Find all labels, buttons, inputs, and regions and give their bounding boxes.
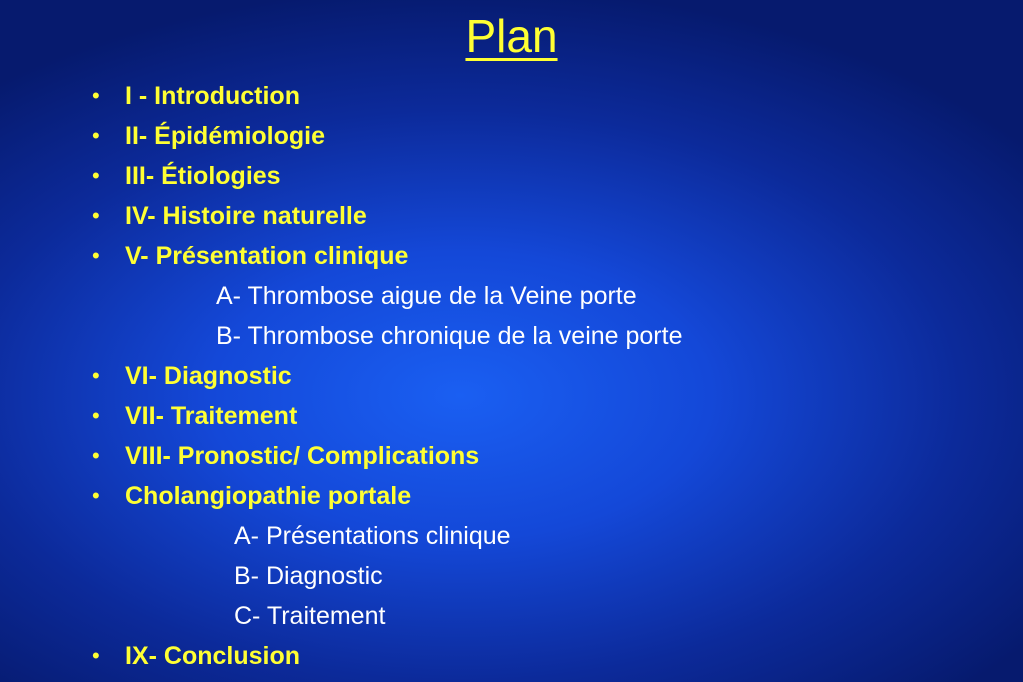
- bullet-icon: •: [92, 83, 100, 108]
- bullet-icon: •: [92, 243, 100, 268]
- outline-item-label: Cholangiopathie portale: [125, 482, 412, 510]
- outline-item-label: III- Étiologies: [125, 162, 281, 190]
- outline-subitem-label: A- Thrombose aigue de la Veine porte: [216, 282, 637, 310]
- outline-item-label: IV- Histoire naturelle: [125, 202, 367, 230]
- slide-title: Plan: [465, 10, 558, 62]
- bullet-icon: •: [92, 403, 100, 428]
- outline-subitem-label: A- Présentations clinique: [234, 522, 511, 550]
- bullet-icon: •: [92, 443, 100, 468]
- outline-subitem-label: B- Thrombose chronique de la veine porte: [216, 322, 683, 350]
- bullet-icon: •: [92, 123, 100, 148]
- outline-subitem-label: B- Diagnostic: [234, 562, 383, 590]
- outline-item-label: I - Introduction: [125, 82, 300, 110]
- outline-item-label: IX- Conclusion: [125, 642, 300, 670]
- outline-item-label: V- Présentation clinique: [125, 242, 409, 270]
- outline-item-label: VI- Diagnostic: [125, 362, 292, 390]
- bullet-icon: •: [92, 163, 100, 188]
- bullet-icon: •: [92, 203, 100, 228]
- bullet-icon: •: [92, 643, 100, 668]
- bullet-icon: •: [92, 483, 100, 508]
- outline-item-label: VIII- Pronostic/ Complications: [125, 442, 480, 470]
- bullet-icon: •: [92, 363, 100, 388]
- outline-item-label: VII- Traitement: [125, 402, 298, 430]
- outline-item-label: II- Épidémiologie: [125, 122, 326, 150]
- outline-subitem-label: C- Traitement: [234, 602, 386, 630]
